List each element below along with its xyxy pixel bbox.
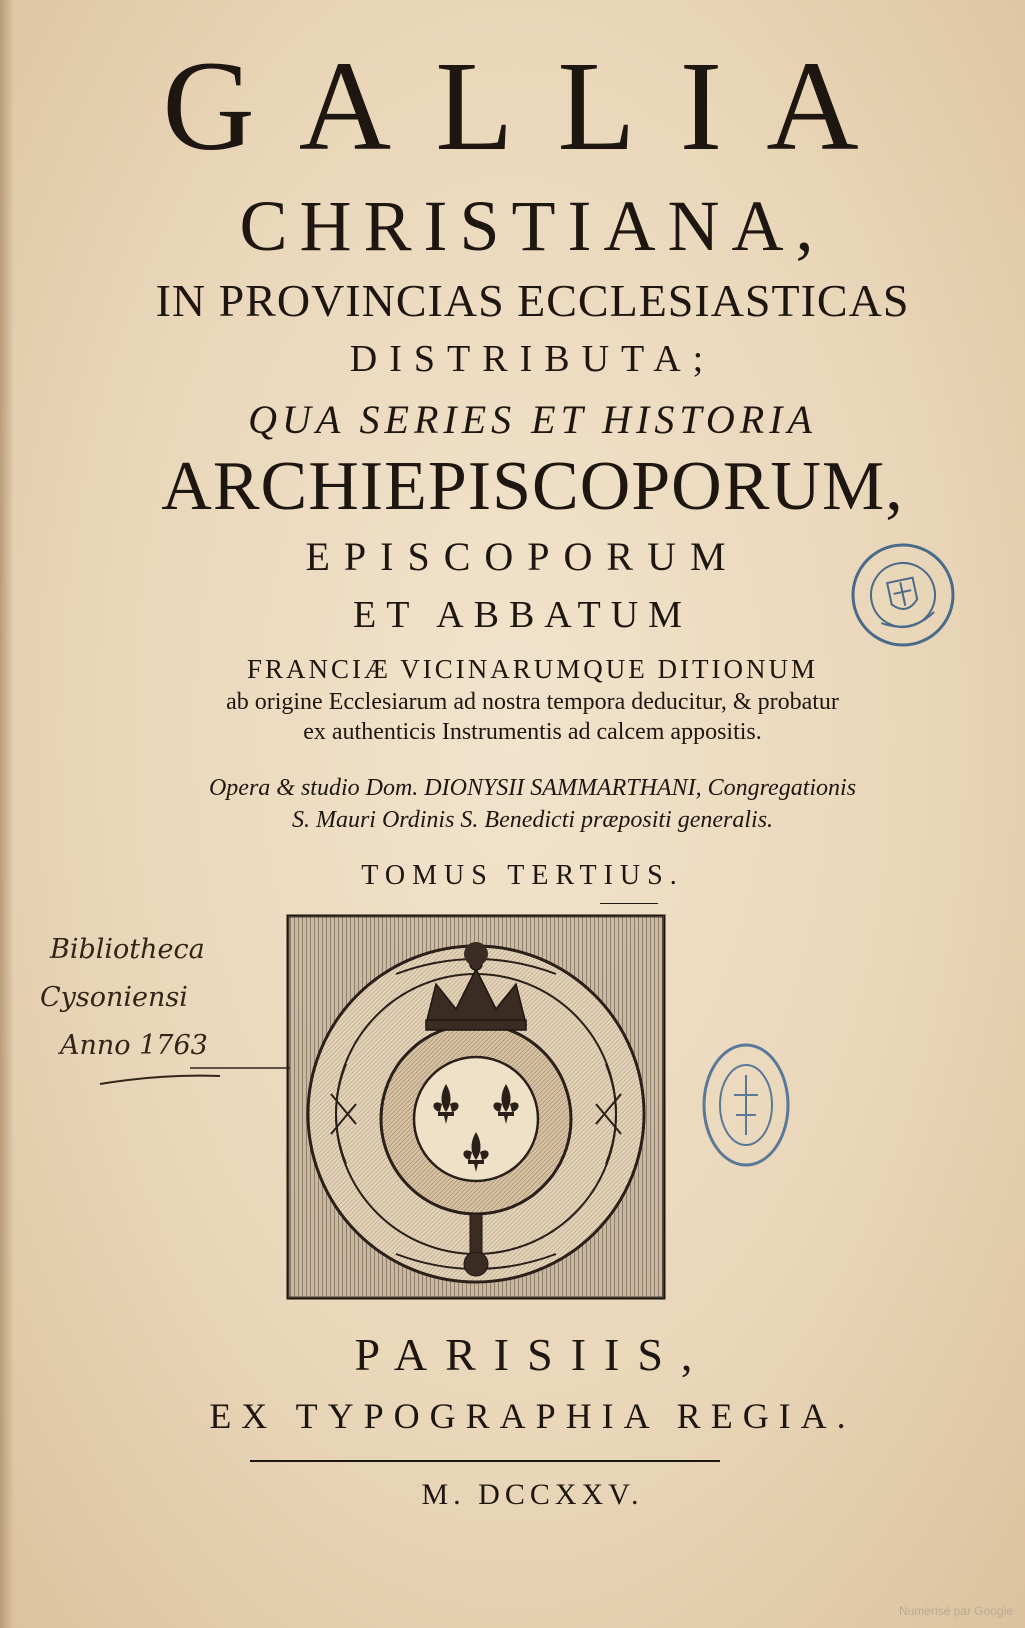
description-line-2: ex authenticis Instrumentis ad calcem appositis. [303,719,762,745]
inscription-line-3: Anno 1763 [60,1030,208,1061]
volume-label: TOMUS TERTIUS. [361,860,684,891]
inscription-line-1: Bibliotheca [50,934,205,965]
page-edge-shadow [0,0,14,1628]
library-stamp-domus-icon [838,530,968,660]
subtitle-distributa: DISTRIBUTA; [349,338,716,380]
imprint-printer: EX TYPOGRAPHIA REGIA. [209,1396,856,1436]
subtitle-episcoporum: EPISCOPORUM [305,534,740,579]
royal-arms-emblem-icon [286,914,666,1300]
inscription-line-2: Cysoniensi [40,982,188,1013]
author-line-1: Opera & studio Dom. DIONYSII SAMMARTHANI, Congregationis [208,775,857,801]
description-line-1: ab origine Ecclesiarum ad nostra tempora deducitur, & probatur [226,689,839,715]
subtitle-provincias: IN PROVINCIAS ECCLESIASTICAS [155,275,910,326]
subtitle-archiepiscoporum: ARCHIEPISCOPORUM, [161,448,904,525]
imprint-date: M. DCCXXV. [421,1478,644,1511]
subtitle-qua-series: QUA SERIES ET HISTORIA [248,397,817,442]
title-gallia: GALLIA [162,35,903,177]
inscription-flourish-icon [40,936,290,1106]
imprint-rule [250,1460,720,1462]
subtitle-franciae: FRANCIÆ VICINARUMQUE DITIONUM [246,654,818,684]
subtitle-et-abbatum: ET ABBATUM [353,594,692,636]
digitization-watermark: Numérisé par Google [898,1604,1013,1618]
title-christiana: CHRISTIANA, [239,186,826,266]
imprint-city: PARISIIS, [354,1329,711,1380]
author-line-2: S. Mauri Ordinis S. Benedicti præpositi generalis. [291,807,774,833]
small-rule [600,903,658,904]
library-stamp-oval-icon [700,1040,792,1170]
